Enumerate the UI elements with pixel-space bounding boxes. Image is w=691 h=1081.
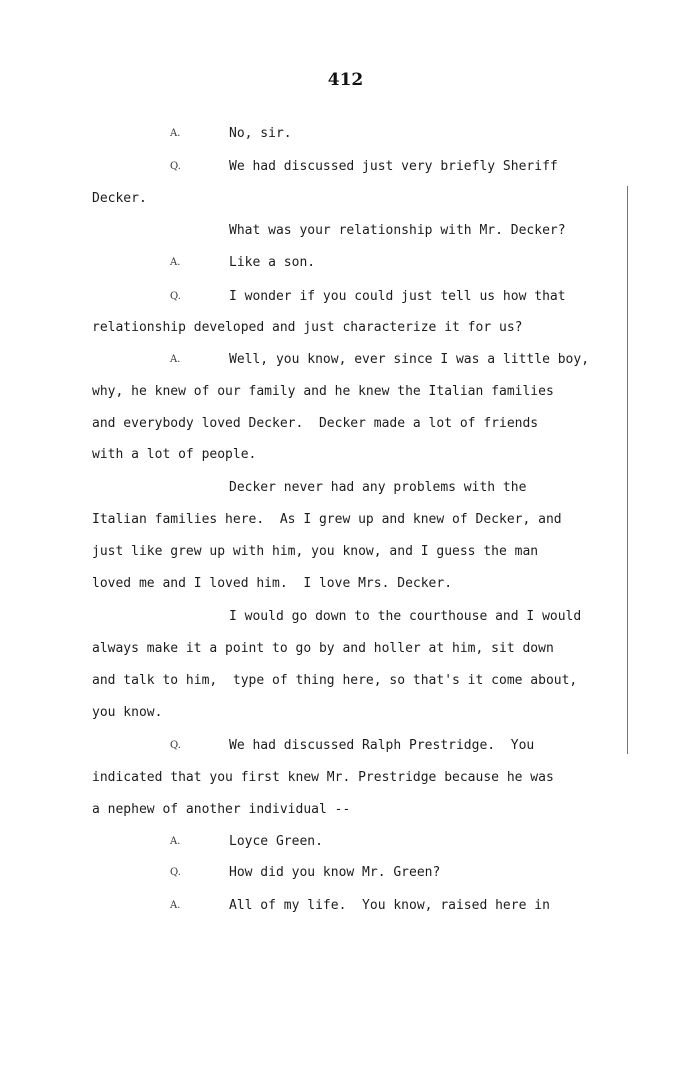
speaker-label: Q. bbox=[170, 291, 181, 302]
transcript-line: All of my life. You know, raised here in bbox=[229, 898, 550, 913]
transcript-line: a nephew of another individual -- bbox=[92, 802, 351, 817]
speaker-label: Q. bbox=[170, 867, 181, 878]
transcript-line: why, he knew of our family and he knew the Italian families bbox=[92, 384, 554, 399]
transcript-line: always make it a point to go by and holler at him, sit down bbox=[92, 641, 554, 656]
transcript-line: with a lot of people. bbox=[92, 447, 257, 462]
speaker-label: A. bbox=[170, 900, 181, 911]
speaker-label: A. bbox=[170, 128, 181, 139]
transcript-line: How did you know Mr. Green? bbox=[229, 865, 441, 880]
transcript-line: Like a son. bbox=[229, 255, 316, 270]
transcript-line: Loyce Green. bbox=[229, 834, 323, 849]
page-number: 412 bbox=[327, 70, 364, 90]
transcript-line: I wonder if you could just tell us how that bbox=[229, 289, 566, 304]
transcript-line: just like grew up with him, you know, and I guess the man bbox=[92, 544, 539, 559]
transcript-line: and everybody loved Decker. Decker made a lot of friends bbox=[92, 416, 539, 431]
transcript-line: What was your relationship with Mr. Decker? bbox=[229, 223, 566, 238]
transcript-line: Decker never had any problems with the bbox=[229, 480, 527, 495]
speaker-label: Q. bbox=[170, 161, 181, 172]
transcript-line: We had discussed just very briefly Sheriff bbox=[229, 159, 558, 174]
transcript-line: We had discussed Ralph Prestridge. You bbox=[229, 738, 535, 753]
speaker-label: A. bbox=[170, 257, 181, 268]
transcript-line: and talk to him, type of thing here, so that's it come about, bbox=[92, 673, 578, 688]
transcript-line: you know. bbox=[92, 705, 163, 720]
transcript-line: indicated that you first knew Mr. Prestridge because he was bbox=[92, 770, 554, 785]
transcript-line: Well, you know, ever since I was a little boy, bbox=[229, 352, 590, 367]
speaker-label: Q. bbox=[170, 740, 181, 751]
speaker-label: A. bbox=[170, 354, 181, 365]
transcript-line: relationship developed and just characterize it for us? bbox=[92, 320, 523, 335]
margin-rule bbox=[627, 186, 628, 754]
transcript-line: Decker. bbox=[92, 191, 147, 206]
transcript-line: loved me and I loved him. I love Mrs. Decker. bbox=[92, 576, 453, 591]
transcript-line: Italian families here. As I grew up and knew of Decker, and bbox=[92, 512, 562, 527]
transcript-line: I would go down to the courthouse and I would bbox=[229, 609, 582, 624]
transcript-line: No, sir. bbox=[229, 126, 292, 141]
speaker-label: A. bbox=[170, 836, 181, 847]
